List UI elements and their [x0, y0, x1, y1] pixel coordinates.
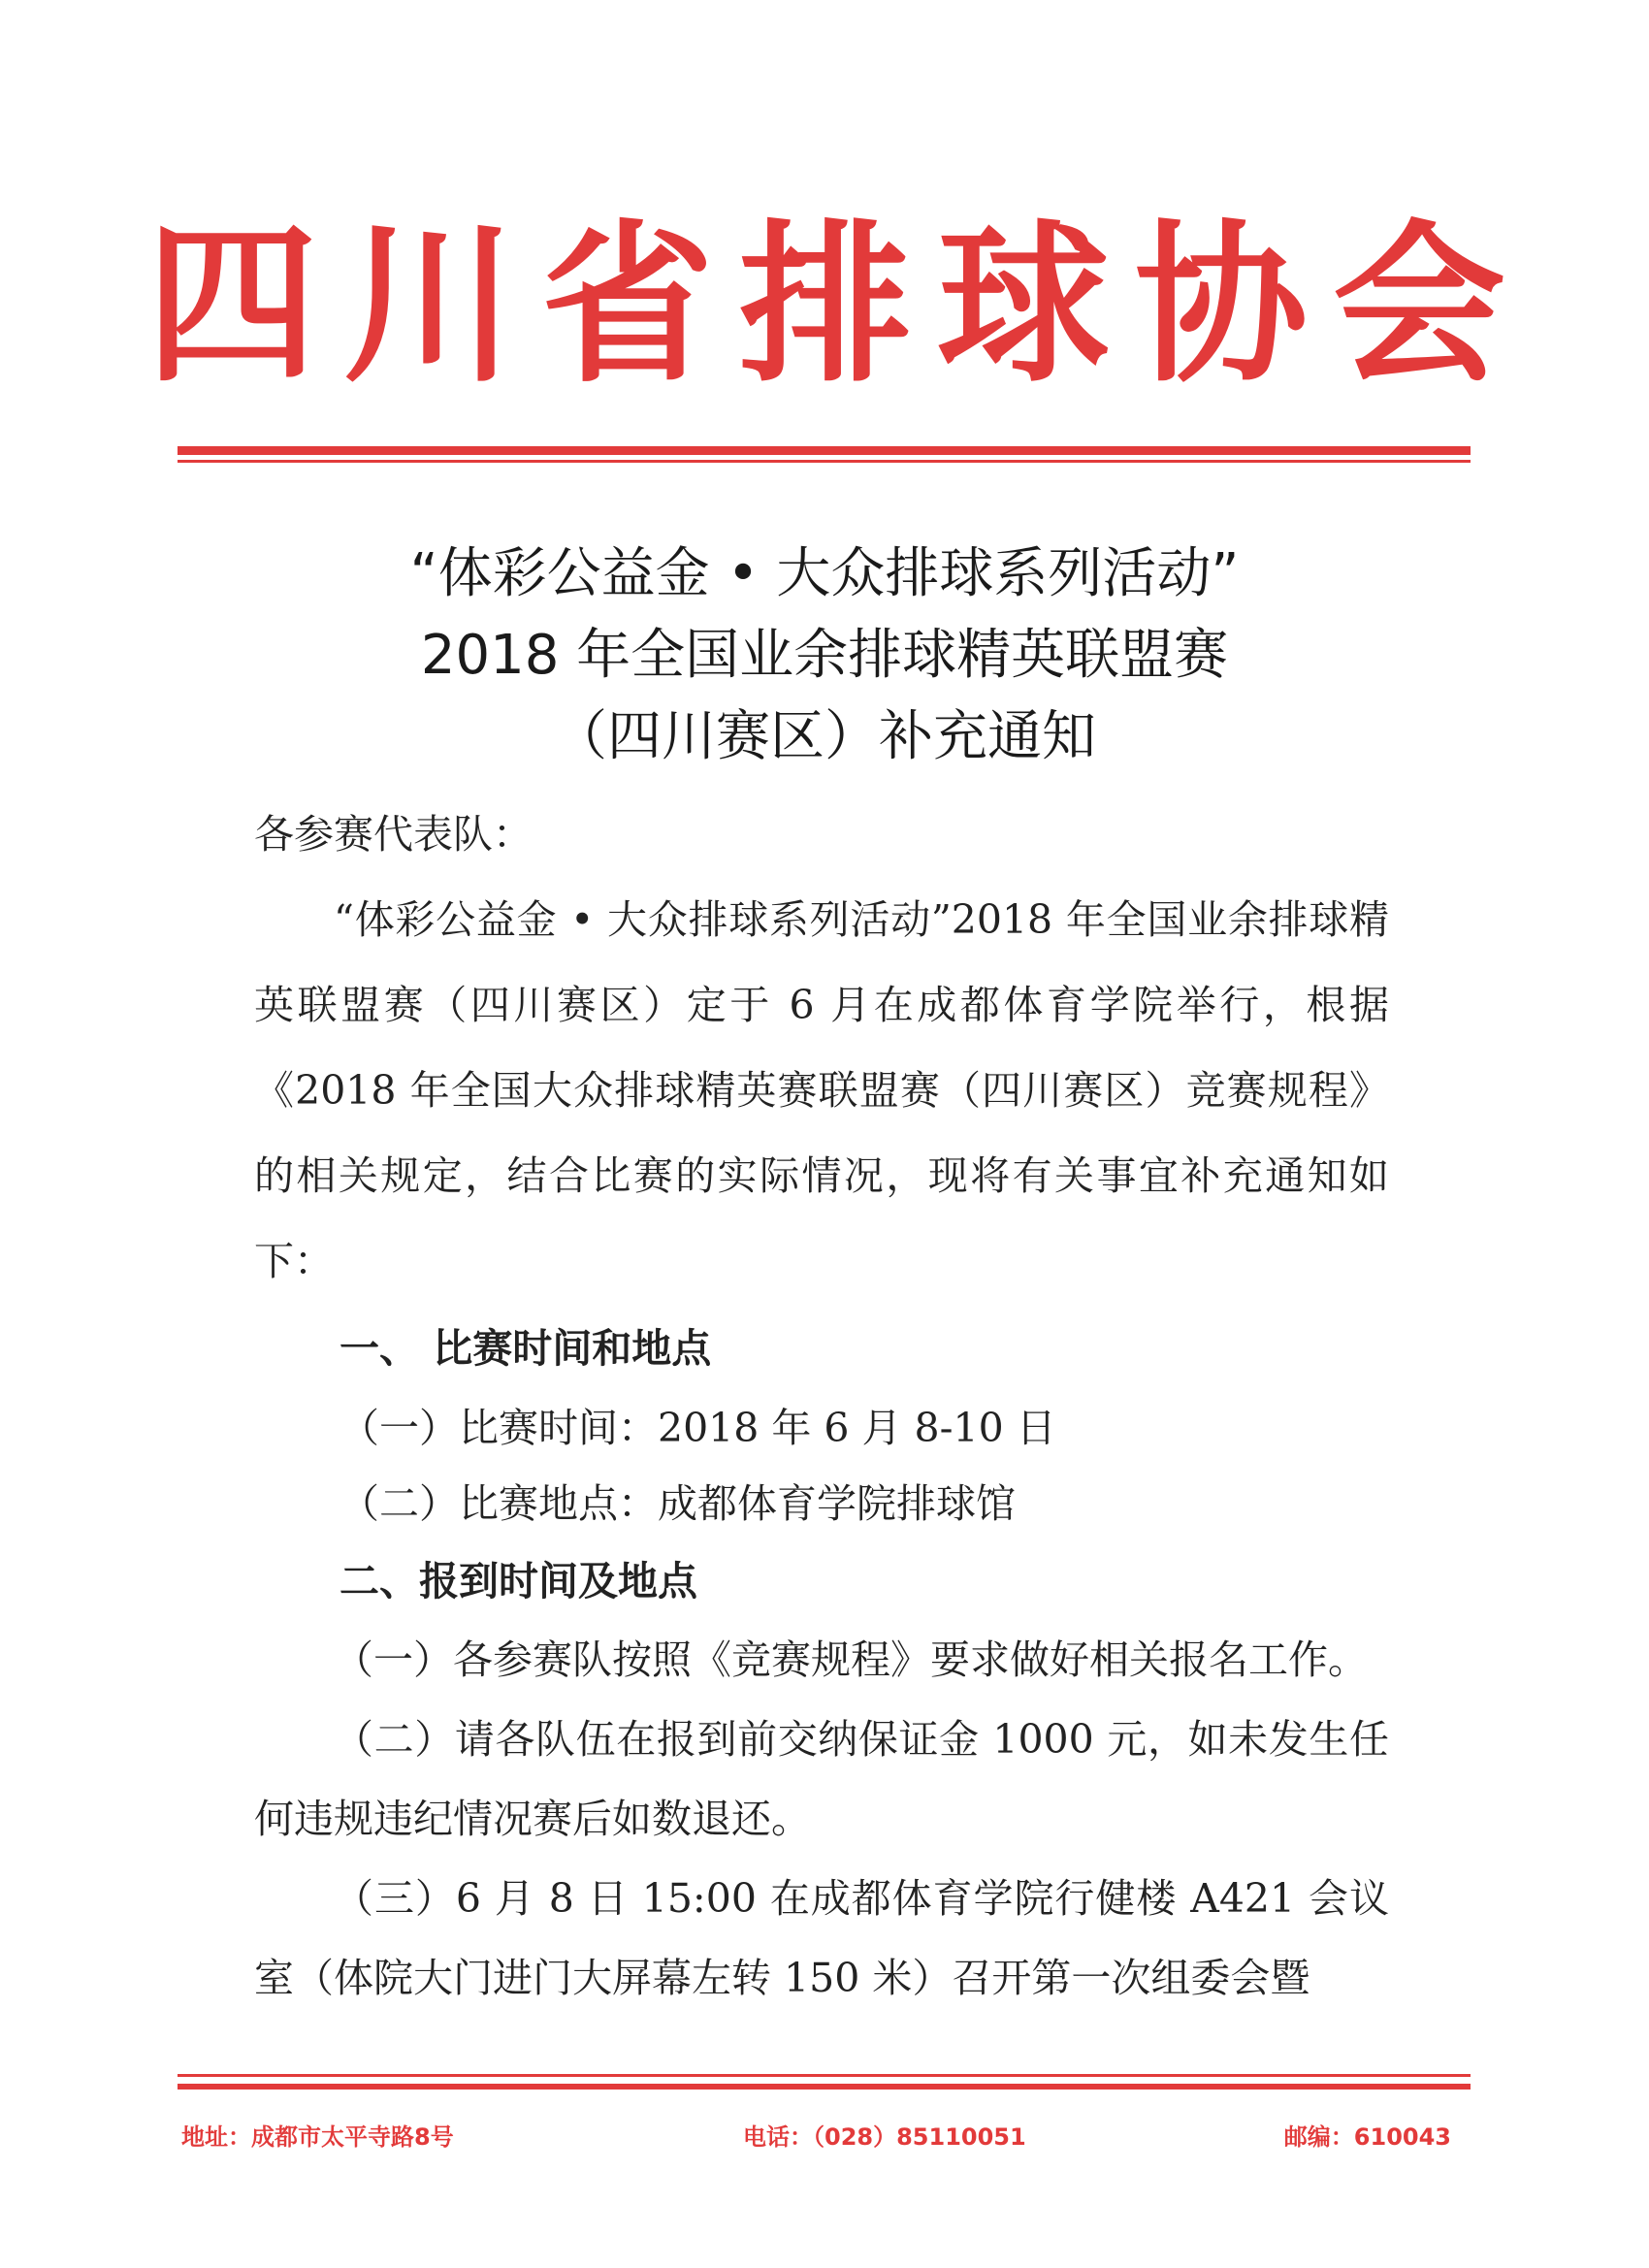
letterhead-org-name: 四川省排球协会: [146, 205, 1531, 405]
document-title-line-1: “体彩公益金 • 大众排球系列活动”: [409, 542, 1240, 605]
footer-phone: 电话：（028）85110051: [743, 2123, 1026, 2151]
footer-postcode: 邮编：610043: [1283, 2123, 1451, 2151]
document-title-line-2: 2018 年全国业余排球精英联盟赛: [420, 624, 1229, 687]
footer-address: 地址：成都市太平寺路8号: [181, 2123, 454, 2151]
footer-rule-thin: [178, 2074, 1471, 2077]
section-2-item-2: （二）请各队伍在报到前交纳保证金 1000 元，如未发生任何违规违纪情况赛后如数退还。: [254, 1716, 1389, 1842]
document-body: [254, 792, 1389, 2018]
document-title-line-3: （四川赛区）补充通知: [553, 705, 1096, 768]
salutation: 各参赛代表队：: [254, 811, 533, 858]
letterhead-rule-thin: [178, 460, 1471, 463]
letterhead-rule-thick: [178, 446, 1471, 455]
section-2-item-3: （三）6 月 8 日 15:00 在成都体育学院行健楼 A421 会议室（体院大门进门大屏幕左转 150 米）召开第一次组委会暨: [254, 1875, 1389, 2001]
section-1-heading: 一、 比赛时间和地点: [340, 1325, 712, 1372]
intro-paragraph: “体彩公益金 • 大众排球系列活动”2018 年全国业余排球精英联盟赛（四川赛区）定于 6 月在成都体育学院举行，根据《2018 年全国大众排球精英赛联盟赛（四川赛区）竞赛规程》的相关规定，结合比赛的实际情况，现将有关事宜补充通知如下：: [254, 896, 1389, 1284]
section-2-heading: 二、报到时间及地点: [340, 1558, 697, 1604]
section-2-item-1: （一）各参赛队按照《竞赛规程》要求做好相关报名工作。: [334, 1636, 1368, 1683]
footer-rule-thick: [178, 2084, 1471, 2090]
section-1-item-1: （一）比赛时间：2018 年 6 月 8-10 日: [340, 1405, 1056, 1451]
letterhead-footer: [178, 2118, 1471, 2156]
section-1-item-2: （二）比赛地点：成都体育学院排球馆: [340, 1480, 1016, 1527]
